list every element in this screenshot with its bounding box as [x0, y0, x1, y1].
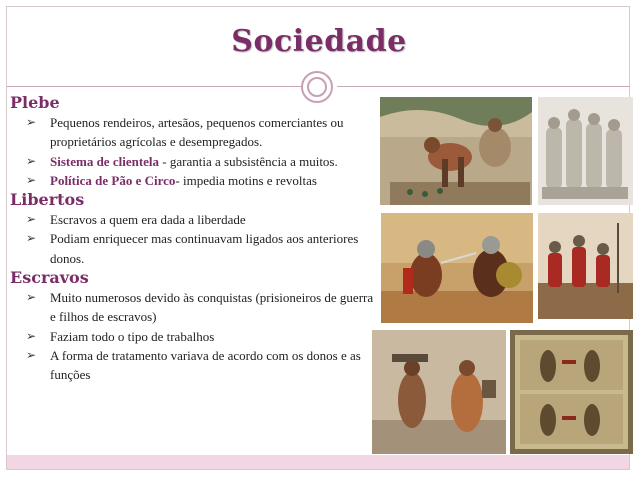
list-item: [10, 327, 382, 346]
section-heading-plebe: Plebe: [10, 93, 60, 112]
title-divider-left: [7, 86, 301, 87]
item-text: Muito numerosos devido às conquistas (prisioneiros de guerra e filhos de escravos): [50, 290, 374, 325]
slave-fresco-image: [372, 330, 506, 454]
item-highlight: Política de Pão e Circo: [50, 172, 176, 188]
arrow-bullet-icon: ➢: [26, 231, 37, 246]
arrow-bullet-icon: ➢: [26, 328, 37, 343]
list-item: [10, 288, 382, 327]
item-text: A forma de tratamento variava de acordo com os donos e as funções: [50, 347, 361, 383]
title-divider-right: [337, 86, 630, 87]
list-item: [10, 229, 382, 268]
arrow-bullet-icon: ➢: [26, 115, 37, 129]
item-text: - garantia a subsistência a muitos.: [159, 153, 338, 169]
footer-band: [7, 455, 629, 469]
item-text: Pequenos rendeiros, artesãos, pequenos comerciantes ou proprietários agrícolas e desempregados.: [50, 115, 344, 150]
gladiators-image: [381, 213, 533, 323]
legionaries-image: [538, 213, 633, 319]
list-item: [10, 152, 382, 171]
item-text: Podiam enriquecer mas continuavam ligados aos anteriores donos.: [50, 231, 359, 266]
arrow-bullet-icon: ➢: [26, 172, 37, 187]
arrow-bullet-icon: ➢: [26, 290, 37, 305]
section-heading-libertos: Libertos: [10, 190, 85, 210]
item-text: Faziam todo o tipo de trabalhos: [50, 328, 215, 344]
list-item: [10, 171, 382, 190]
libertos-list: [10, 210, 382, 268]
plebe-list: [10, 113, 382, 190]
list-item: [10, 210, 382, 229]
gladiator-mosaic-image: [510, 330, 633, 454]
list-item: [10, 346, 382, 385]
slide-title: Sociedade: [231, 24, 407, 59]
item-text: - impedia motins e revoltas: [175, 172, 317, 188]
arrow-bullet-icon: ➢: [26, 347, 37, 362]
mosaic-harvest-image: [380, 97, 532, 205]
roman-statues-image: [538, 97, 633, 205]
item-text: Escravos a quem era dada a liberdade: [50, 212, 246, 228]
escravos-list: [10, 288, 382, 384]
list-item: [10, 113, 382, 152]
slide-content: [10, 93, 382, 385]
arrow-bullet-icon: ➢: [26, 153, 37, 168]
item-highlight: Sistema de clientela: [50, 153, 160, 169]
section-heading-escravos: Escravos: [10, 268, 89, 288]
arrow-bullet-icon: ➢: [26, 212, 37, 227]
